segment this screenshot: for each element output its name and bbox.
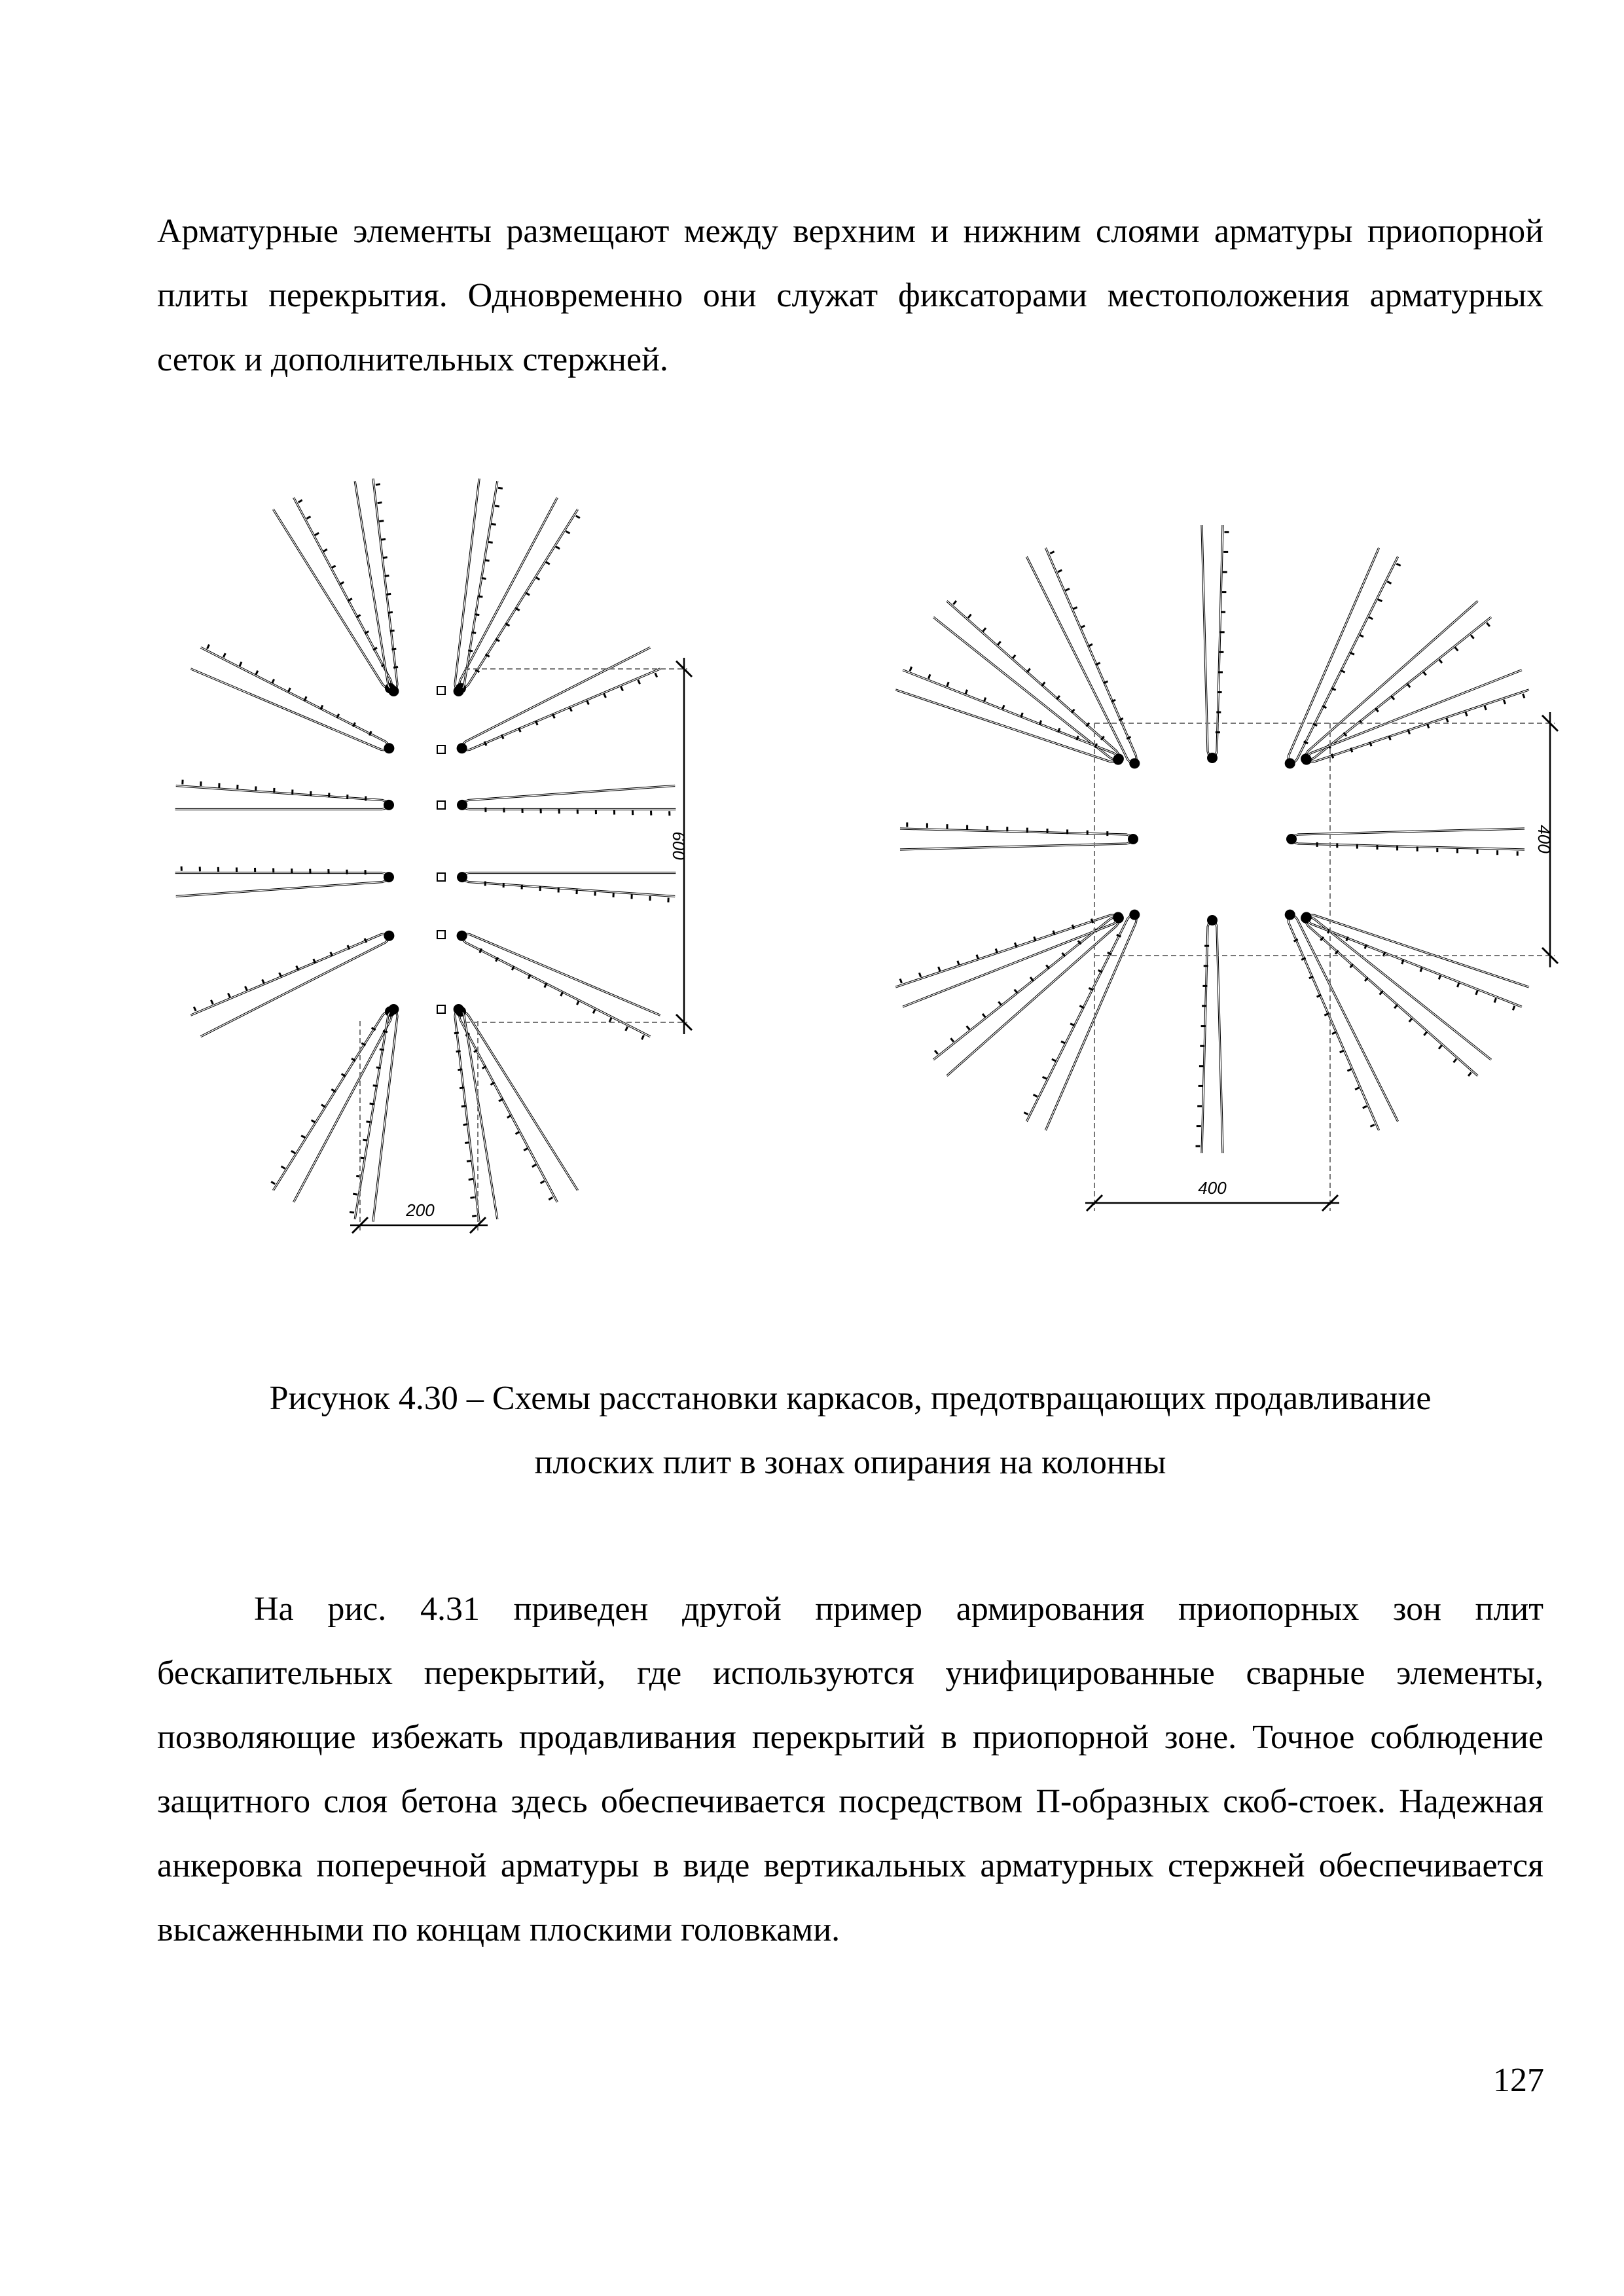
anchor-dot [1113,755,1123,765]
rebar-tick [478,596,483,597]
rebar-tick [379,521,384,522]
rebar-tick [1378,600,1382,601]
support-square [437,931,445,939]
rebar-loop [355,1008,397,1222]
anchor-dot [1128,834,1138,844]
rebar-tick [561,992,563,996]
rebar-tick [393,667,398,668]
rebar-tick [1089,644,1092,646]
rebar-tick [350,1212,354,1213]
rebar-tick [556,547,560,549]
left-cage-top-west [355,478,399,696]
rebar-loop [461,647,660,750]
right-cage-5 [900,823,1138,850]
rebar-tick [1458,983,1459,988]
rebar-tick [958,961,959,965]
rebar-tick [655,673,657,677]
rebar-tick [1046,965,1049,969]
anchor-dot [454,686,464,696]
rebar-loop-inner [895,670,1119,762]
rebar-loop [1288,548,1398,764]
right-scheme-400x400 [895,525,1529,1153]
rebar-tick [1394,1005,1398,1008]
right-cage-0 [1202,525,1229,763]
anchor-dot [454,1004,464,1014]
rebar-tick [1347,1069,1351,1071]
rebar-tick [1424,1032,1427,1035]
rebar-tick [1468,1073,1471,1076]
rebar-loop [1026,914,1136,1130]
rebar-loop-inner [459,497,577,689]
rebar-loop [455,478,497,692]
rebar-loop-inner [461,934,660,1037]
rebar-tick [228,994,230,997]
rebar-loop [455,1008,497,1222]
rebar-loop [1288,914,1398,1130]
rebar-tick [569,708,571,711]
rebar-tick [953,601,956,604]
anchor-dot [384,872,394,882]
rebar-tick [1454,1059,1457,1062]
rebar-loop [459,1010,577,1202]
rebar-tick [385,575,389,576]
rebar-tick [935,1050,938,1054]
rebar-tick [376,1067,381,1068]
rebar-tick [272,679,274,683]
rebar-tick [1466,712,1467,717]
rebar-tick [456,1051,461,1052]
left-width-dimension: 200 [406,1200,435,1220]
paragraph-example: На рис. 4.31 приведен другой пример армирования приопорных зон плит бескапительных перекрытий, где используются унифицированные сварные элементы, позволяющие избежать продавливания перекрытий в приопорной зоне. Точное соблюдение защитного слоя бетона здесь обеспечивается посредством П-образных скоб-стоек. Надежная анкеровка поперечной арматуры в виде вертикальных арматурных стержней обеспечивается высаженными по концам плоскими головками. [157,1590,1543,1948]
rebar-loop-inner [1202,919,1223,1153]
rebar-loop [461,873,676,897]
rebar-tick [1052,1059,1056,1061]
rebar-tick [485,560,490,561]
rebar-tick [1387,582,1391,584]
paragraph-intro: Арматурные элементы размещают между верхним и нижним слоями арматуры приопорной плиты перекрытия. Одновременно они служат фиксаторами местоположения арматурных сеток и дополнительных стержней. [157,213,1543,378]
rebar-tick [998,641,1001,645]
rebar-tick [1369,617,1373,619]
rebar-tick [471,1197,475,1198]
rebar-tick [1447,718,1448,723]
anchor-dot [457,872,467,882]
left-cage-east-2 [457,786,676,816]
rebar-loop [933,916,1120,1075]
right-cage-9 [1196,915,1223,1153]
right-cage-4 [1301,601,1491,764]
rebar-tick [1423,672,1426,675]
rebar-tick [1013,655,1016,658]
left-cage-west-2 [175,780,394,810]
rebar-tick [1070,1024,1074,1026]
rebar-tick [1439,660,1443,663]
rebar-tick [621,687,623,691]
rebar-tick [380,1049,384,1050]
rebar-tick [546,562,550,565]
left-cage-east-3 [457,872,676,903]
rebar-tick [376,484,380,485]
rebar-tick [1350,653,1354,655]
figure-caption-line-2: плоских плит в зонах опирания на колонны [534,1444,1166,1481]
rebar-tick [370,1103,374,1104]
rebar-loop-inner [461,647,660,750]
anchor-dot [457,931,467,941]
rebar-tick [332,565,336,568]
rebar-tick [381,539,386,540]
rebar-tick [291,1151,295,1153]
rebar-tick [1365,978,1368,981]
left-cage-bottom-east [454,1004,497,1222]
rebar-tick [245,986,247,990]
rebar-tick [1081,626,1085,628]
rebar-tick [301,1136,305,1138]
rebar-tick [208,645,209,649]
anchor-dot [388,1004,399,1014]
rebar-tick [1056,696,1060,699]
rebar-loop-inner [900,829,1134,850]
rebar-tick [977,955,978,960]
anchor-dot [1207,915,1218,925]
rebar-tick [566,531,569,534]
rebar-tick [577,1001,579,1005]
rebar-tick [1392,696,1395,700]
rebar-loop-inner [933,916,1120,1075]
rebar-tick [1015,990,1018,993]
rebar-tick [348,598,352,601]
rebar-tick [458,1069,462,1070]
rebar-tick [1494,998,1496,1003]
anchor-dot [384,743,394,753]
rebar-tick [900,979,901,984]
rebar-loop [895,915,1119,1007]
rebar-tick [984,698,985,702]
support-square [437,873,445,881]
rebar-tick [1407,684,1411,687]
rebar-tick [1034,1095,1038,1097]
rebar-loop-inner [1026,914,1136,1130]
rebar-loop-inner [1202,525,1223,759]
rebar-tick [1355,1088,1359,1090]
rebar-loop-inner [1305,670,1529,762]
rebar-tick [638,680,640,684]
rebar-tick [947,682,948,687]
rebar-tick [312,1120,316,1122]
rebar-loop [461,934,660,1037]
rebar-tick [1370,1124,1374,1126]
support-square [437,801,445,809]
rebar-loop-inner [1290,829,1525,850]
anchor-dot [1286,834,1297,844]
rebar-tick [1030,977,1034,980]
anchor-dot [457,743,467,753]
rebar-tick [1332,1032,1336,1034]
rebar-tick [1396,564,1400,565]
rebar-tick [467,1161,471,1162]
rebar-tick [223,653,225,657]
rebar-tick [524,1148,528,1151]
rebar-tick [642,1035,644,1039]
rebar-tick [549,1197,552,1200]
rebar-loop [1305,916,1491,1075]
rebar-loop [175,786,390,810]
rebar-tick [576,516,580,518]
rebar-tick [983,1014,986,1017]
rebar-loop [461,786,676,810]
anchor-dot [457,800,467,810]
rebar-tick [499,1099,503,1102]
rebar-loop [1305,915,1529,1007]
rebar-tick [939,967,940,971]
rebar-tick [298,500,302,503]
left-cage-west-5 [271,1007,395,1202]
rebar-tick [340,582,344,584]
rebar-tick [1066,588,1070,590]
dimension-lines [350,658,1558,1233]
rebar-tick [1439,1045,1442,1049]
rebar-tick [983,628,986,631]
support-square [437,1005,445,1013]
rebar-tick [1375,708,1379,711]
rebar-tick [626,1027,628,1031]
rebar-tick [495,506,499,507]
left-cage-west-4 [190,931,394,1037]
rebar-tick [492,524,496,525]
rebar-tick [965,690,967,694]
anchor-dot [384,931,394,941]
rebar-tick [609,1018,611,1022]
rebar-loop [895,670,1119,762]
rebar-tick [390,630,395,631]
left-cage-top-east [454,478,503,696]
rebar-tick [532,1164,536,1167]
support-square [437,745,445,753]
rebar-tick [280,973,281,977]
rebar-tick [488,542,493,543]
rebar-loop-inner [459,1010,577,1202]
rebar-tick [194,1007,196,1011]
left-cage-east-1 [457,647,660,753]
rebar-tick [1058,570,1062,572]
rebar-tick [1504,700,1505,704]
rebar-tick [383,1031,388,1032]
rebar-loop [1026,548,1136,764]
anchor-dot [384,800,394,810]
rebar-tick [967,1026,970,1030]
right-cage-3 [933,601,1124,764]
rebar-tick [240,662,242,666]
rebar-tick [288,688,290,692]
rebar-loop-inner [1288,914,1398,1130]
right-cage-14 [895,912,1123,1007]
rebar-loop [459,497,577,689]
rebar-tick [1471,635,1474,638]
rebar-tick [968,615,971,618]
anchor-dot [1129,758,1140,768]
rebar-tick [1439,975,1440,980]
rebar-loop-inner [1305,915,1529,1007]
right-cage-8 [1301,913,1491,1076]
anchor-dot [388,686,399,696]
rebar-tick [526,593,530,596]
rebar-loop-inner [1288,548,1398,764]
anchor-dot [1301,912,1312,922]
rebar-loop-inner [190,647,390,750]
rebar-tick [516,608,520,611]
rebar-loop-inner [1026,548,1136,764]
rebar-tick [1523,694,1525,698]
rebar-tick [471,632,476,633]
rebar-loop [175,873,390,897]
rebar-loop [190,647,390,750]
rebar-tick [315,533,319,535]
rebar-tick [507,1115,511,1118]
left-cage-west-1 [190,645,394,754]
rebar-loop [1305,670,1529,762]
rebar-tick [321,1105,325,1107]
rebar-tick [593,1009,595,1013]
rebar-tick [306,516,310,519]
reinforcement-layout-figure [0,458,1624,1309]
rebar-loop-inner [933,601,1120,760]
rebar-tick [1340,1050,1344,1052]
rebar-tick [1455,647,1458,651]
rebar-tick [323,549,327,552]
rebar-tick [1360,635,1363,637]
rebar-tick [604,694,606,698]
left-scheme-600x200 [175,478,676,1221]
rebar-tick [950,1038,954,1041]
rebar-tick [516,1132,520,1134]
rebar-tick [1073,607,1077,609]
rebar-tick [1363,1106,1367,1108]
anchor-dot [1285,758,1295,768]
rebar-tick [1027,669,1030,672]
anchor-dot [1285,910,1295,920]
rebar-tick [281,1166,285,1169]
rebar-tick [262,980,264,984]
rebar-tick [388,612,393,613]
rebar-loop [355,478,397,692]
rebar-tick [587,700,589,704]
rebar-tick [463,1124,468,1125]
rebar-tick [998,1001,1001,1005]
anchor-dot [1301,755,1312,765]
anchor-dot [1129,910,1140,920]
rebar-tick [1485,706,1486,710]
rebar-tick [910,667,911,672]
rebar-tick [1042,682,1045,685]
support-square [437,687,445,694]
rebar-tick [472,1215,477,1216]
rebar-tick [1061,1041,1065,1043]
rebar-tick [1487,623,1490,626]
rebar-tick [1409,1018,1413,1022]
rebar-tick [1043,1077,1047,1079]
rebar-tick [373,1085,378,1086]
left-cage-west-3 [175,867,394,897]
anchor-dot [1207,753,1218,763]
left-cage-west-0 [273,497,395,693]
rebar-tick [363,1139,367,1140]
rebar-tick [461,1106,466,1107]
rebar-tick [541,1181,545,1183]
right-width-dimension: 400 [1198,1178,1227,1198]
rebar-tick [271,1182,275,1185]
rebar-tick [535,577,539,580]
rebar-loop-inner [895,915,1119,1007]
rebar-tick [1476,990,1477,995]
right-cage-6 [1286,829,1525,856]
rebar-tick [919,973,920,977]
right-cage-11 [1285,910,1398,1130]
right-cage-7 [933,913,1124,1076]
rebar-tick [1024,1113,1028,1115]
rebar-tick [1050,552,1054,554]
rebar-tick [331,1089,335,1092]
anchor-dot [1113,912,1123,922]
left-cage-bottom-west [350,1004,399,1222]
rebar-tick [482,578,486,579]
right-height-dimension: 400 [1534,825,1554,853]
rebar-tick [1513,1006,1514,1011]
rebar-loop [933,601,1120,760]
left-cage-east-4 [457,931,660,1040]
left-height-dimension: 600 [669,831,689,860]
rebar-tick [256,671,258,675]
rebar-tick [929,674,930,679]
rebar-loop [1305,601,1491,760]
rebar-loop-inner [1305,916,1491,1075]
rebar-tick [1380,991,1383,994]
figure-caption-line-1: Рисунок 4.30 – Схемы расстановки каркасов, предотвращающих продавливание [269,1380,1432,1417]
rebar-loop-inner [1305,601,1491,760]
page-number: 127 [1493,2062,1544,2099]
rebar-tick [211,1000,213,1004]
